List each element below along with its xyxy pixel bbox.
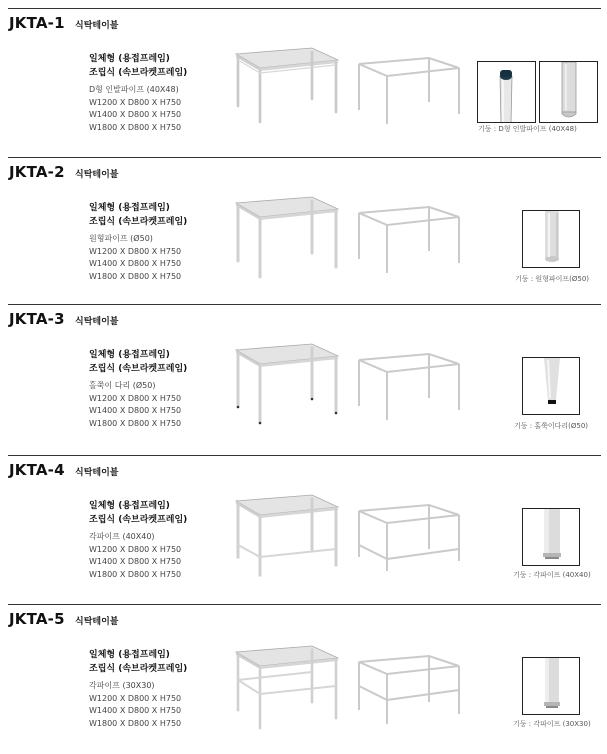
leg-caption: 기둥 : 원형파이프(Ø50) [515,275,590,283]
product-category: 식탁테이블 [75,170,119,180]
welded-table-image [230,491,345,586]
welded-table-image [230,193,345,288]
leg-caption: 기둥 : D형 인발파이프 (40X48) [478,125,577,133]
product-code: JKTA-3 [9,310,65,328]
spec-list [89,499,229,581]
product-section-jkta-1 [0,8,607,158]
size-option: W1400 X D800 X H750 [89,110,182,119]
round-pipe-leg-icon [523,211,580,268]
product-section-jkta-4 [0,455,607,605]
product-section-jkta-3 [0,304,607,454]
type-welded: 일체형 (용접프레임) [89,54,170,64]
size-option: W1200 X D800 X H750 [89,393,182,403]
section-divider [8,455,601,456]
type-assembled: 조립식 (속브라켓프레임) [89,68,188,78]
size-option: W1800 X D800 X H750 [89,122,182,132]
size-option: W1400 X D800 X H750 [89,706,182,715]
size-option: W1400 X D800 X H750 [89,406,182,415]
leg-closeup-image [522,357,580,415]
size-option: W1800 X D800 X H750 [89,418,182,428]
leg-material: 원형파이프 (Ø50) [89,234,153,243]
leg-material: D형 인발파이프 (40X48) [89,85,179,94]
assembled-frame-image [355,54,465,129]
size-option: W1200 X D800 X H750 [89,246,182,256]
type-welded: 일체형 (용접프레임) [89,650,170,660]
spec-list [89,52,229,134]
product-section-jkta-2 [0,157,607,307]
size-option: W1200 X D800 X H750 [89,693,182,703]
d-shape-pipe-leg-side-icon [540,62,598,123]
leg-material: 홀쭉이 다리 (Ø50) [89,381,156,390]
size-option: W1800 X D800 X H750 [89,569,182,579]
leg-closeup-image [522,210,580,268]
type-welded: 일체형 (용접프레임) [89,203,170,213]
welded-table-image [230,640,345,740]
size-option: W1200 X D800 X H750 [89,544,182,554]
type-welded: 일체형 (용접프레임) [89,501,170,511]
product-code: JKTA-4 [9,461,65,479]
leg-caption: 기둥 : 홀쭉이다리(Ø50) [514,422,589,430]
product-code: JKTA-1 [9,14,65,32]
size-option: W1400 X D800 X H750 [89,557,182,566]
spec-list [89,648,229,730]
size-option: W1800 X D800 X H750 [89,271,182,281]
product-category: 식탁테이블 [75,617,119,627]
section-divider [8,157,601,158]
leg-material: 각파이프 (40X40) [89,532,155,541]
section-divider [8,8,601,9]
product-section-jkta-5 [0,604,607,754]
type-assembled: 조립식 (속브라켓프레임) [89,664,188,674]
size-option: W1800 X D800 X H750 [89,718,182,728]
type-assembled: 조립식 (속브라켓프레임) [89,217,188,227]
welded-table-image [230,44,345,134]
assembled-frame-image [355,350,465,425]
square-pipe-leg-icon [523,658,580,715]
assembled-frame-image [355,203,465,278]
leg-caption: 기둥 : 각파이프 (30X30) [513,720,591,728]
section-divider [8,304,601,305]
leg-closeup-image-2 [539,61,598,123]
leg-closeup-image-1 [477,61,536,123]
type-assembled: 조립식 (속브라켓프레임) [89,515,188,525]
welded-table-image [230,340,345,435]
type-welded: 일체형 (용접프레임) [89,350,170,360]
leg-caption: 기둥 : 각파이프 (40X40) [513,571,591,579]
product-category: 식탁테이블 [75,317,119,327]
product-category: 식탁테이블 [75,468,119,478]
d-shape-pipe-leg-icon [478,62,536,123]
product-code: JKTA-2 [9,163,65,181]
section-divider [8,604,601,605]
tapered-leg-icon [523,358,580,415]
assembled-frame-image [355,650,465,730]
size-option: W1200 X D800 X H750 [89,97,182,107]
size-option: W1400 X D800 X H750 [89,259,182,268]
spec-list [89,348,229,430]
square-pipe-leg-icon [523,509,580,566]
assembled-frame-image [355,501,465,576]
leg-closeup-image [522,657,580,715]
leg-material: 각파이프 (30X30) [89,681,155,690]
product-code: JKTA-5 [9,610,65,628]
spec-list [89,201,229,283]
type-assembled: 조립식 (속브라켓프레임) [89,364,188,374]
leg-closeup-image [522,508,580,566]
product-category: 식탁테이블 [75,21,119,31]
